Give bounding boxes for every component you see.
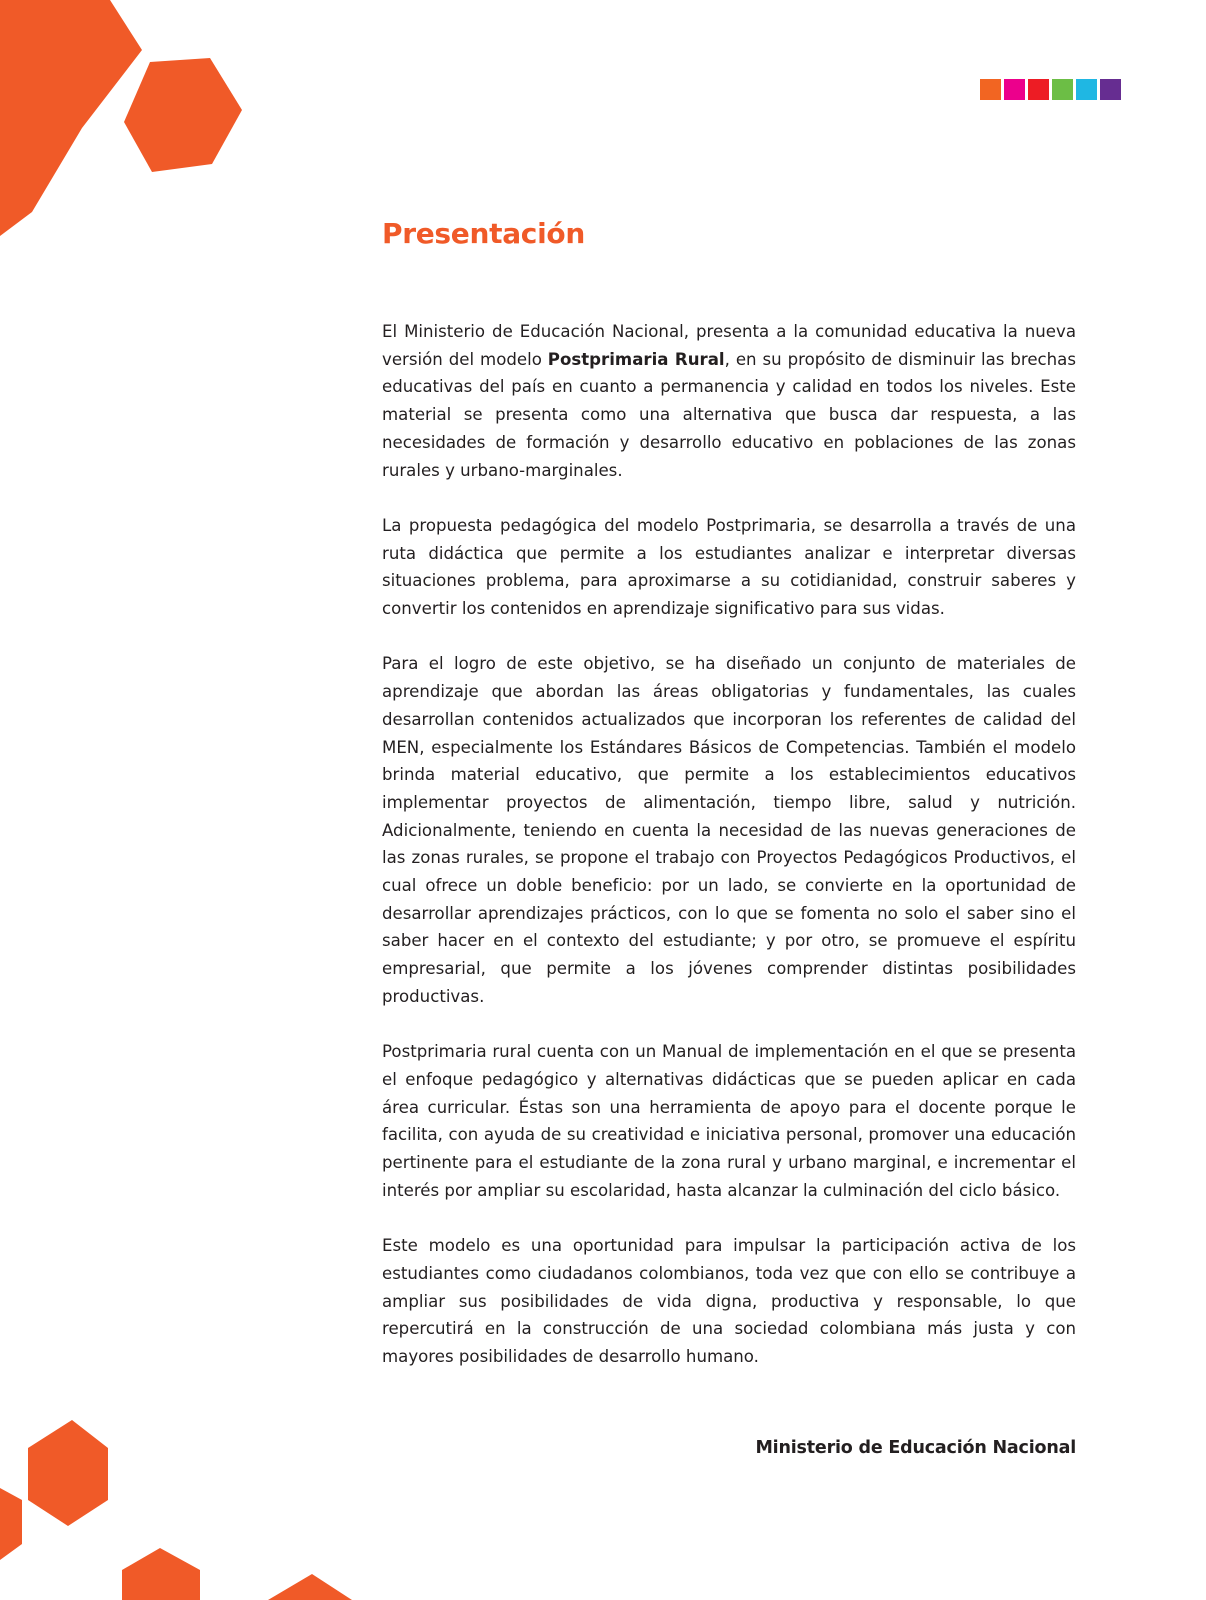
- paragraph-2: La propuesta pedagógica del modelo Postprimaria, se desarrolla a través de una ruta didáctica que permite a los estudiantes analizar e interpretar diversas situaciones problema, para aproximarse a su cotidianidad, construir saberes y convertir los contenidos en aprendizaje significativo para sus vidas.: [382, 515, 1076, 619]
- hexagon-bottom-left: [28, 1420, 108, 1526]
- color-square-red: [1028, 79, 1049, 100]
- color-square-green: [1052, 79, 1073, 100]
- paragraph-3: Para el logro de este objetivo, se ha diseñado un conjunto de materiales de aprendizaje que abordan las áreas obligatorias y fundamentales, las cuales desarrollan contenidos actualizados que incorporan los referentes de calidad del MEN, especialmente los Estándares Básicos de Competencias. También el modelo brinda material educativo, que permite a los establecimientos educativos implementar proyectos de alimentación, tiempo libre, salud y nutrición. Adicionalmente, teniendo en cuenta la necesidad de las nuevas generaciones de las zonas rurales, se propone el trabajo con Proyectos Pedagógicos Productivos, el cual ofrece un doble beneficio: por un lado, se convierte en la oportunidad de desarrollar aprendizajes prácticos, con lo que se fomenta no solo el saber sino el saber hacer en el contexto del estudiante; y por otro, se promueve el espíritu empresarial, que permite a los jóvenes comprender distintas posibilidades productivas.: [382, 654, 1076, 1006]
- color-square-magenta: [1004, 79, 1025, 100]
- hexagon-bottom-right: [268, 1574, 352, 1600]
- hexagon-top-left: [124, 58, 242, 172]
- hexagon-large-top-left: [0, 0, 142, 236]
- paragraph-1-intro: El Ministerio de Educación Nacional, presenta a la comunidad educativa la nueva versión del modelo: [382, 322, 1076, 369]
- color-square-purple: [1100, 79, 1121, 100]
- paragraph-1: [382, 318, 1076, 484]
- color-palette-strip: [980, 79, 1121, 100]
- body-text: [382, 318, 1076, 1398]
- signature: Ministerio de Educación Nacional: [755, 1438, 1076, 1458]
- paragraph-1-rest: , en su propósito de disminuir las brechas educativas del país en cuanto a permanencia y calidad en todos los niveles. Este material se presenta como una alternativa que busca dar respuesta, a las necesidades de formación y desarrollo educativo en poblaciones de las zonas rurales y urbano-marginales.: [382, 349, 1076, 480]
- paragraph-4: Postprimaria rural cuenta con un Manual de implementación en el que se presenta el enfoque pedagógico y alternativas didácticas que se pueden aplicar en cada área curricular. Éstas son una herramienta de apoyo para el docente porque le facilita, con ayuda de su creatividad e iniciativa personal, promover una educación pertinente para el estudiante de la zona rural y urbano marginal, e incrementar el interés por ampliar su escolaridad, hasta alcanzar la culminación del ciclo básico.: [382, 1042, 1076, 1200]
- paragraph-5: Este modelo es una oportunidad para impulsar la participación activa de los estudiantes como ciudadanos colombianos, toda vez que con ello se contribuye a ampliar sus posibilidades de vida digna, productiva y responsable, lo que repercutirá en la construcción de una sociedad colombiana más justa y con mayores posibilidades de desarrollo humano.: [382, 1236, 1076, 1366]
- hexagon-bottom-edge-left: [0, 1488, 22, 1560]
- color-square-orange: [980, 79, 1001, 100]
- color-square-cyan: [1076, 79, 1097, 100]
- page-title: Presentación: [382, 217, 585, 250]
- hexagon-bottom-center: [122, 1548, 200, 1600]
- model-name-bold: Postprimaria Rural: [547, 349, 725, 369]
